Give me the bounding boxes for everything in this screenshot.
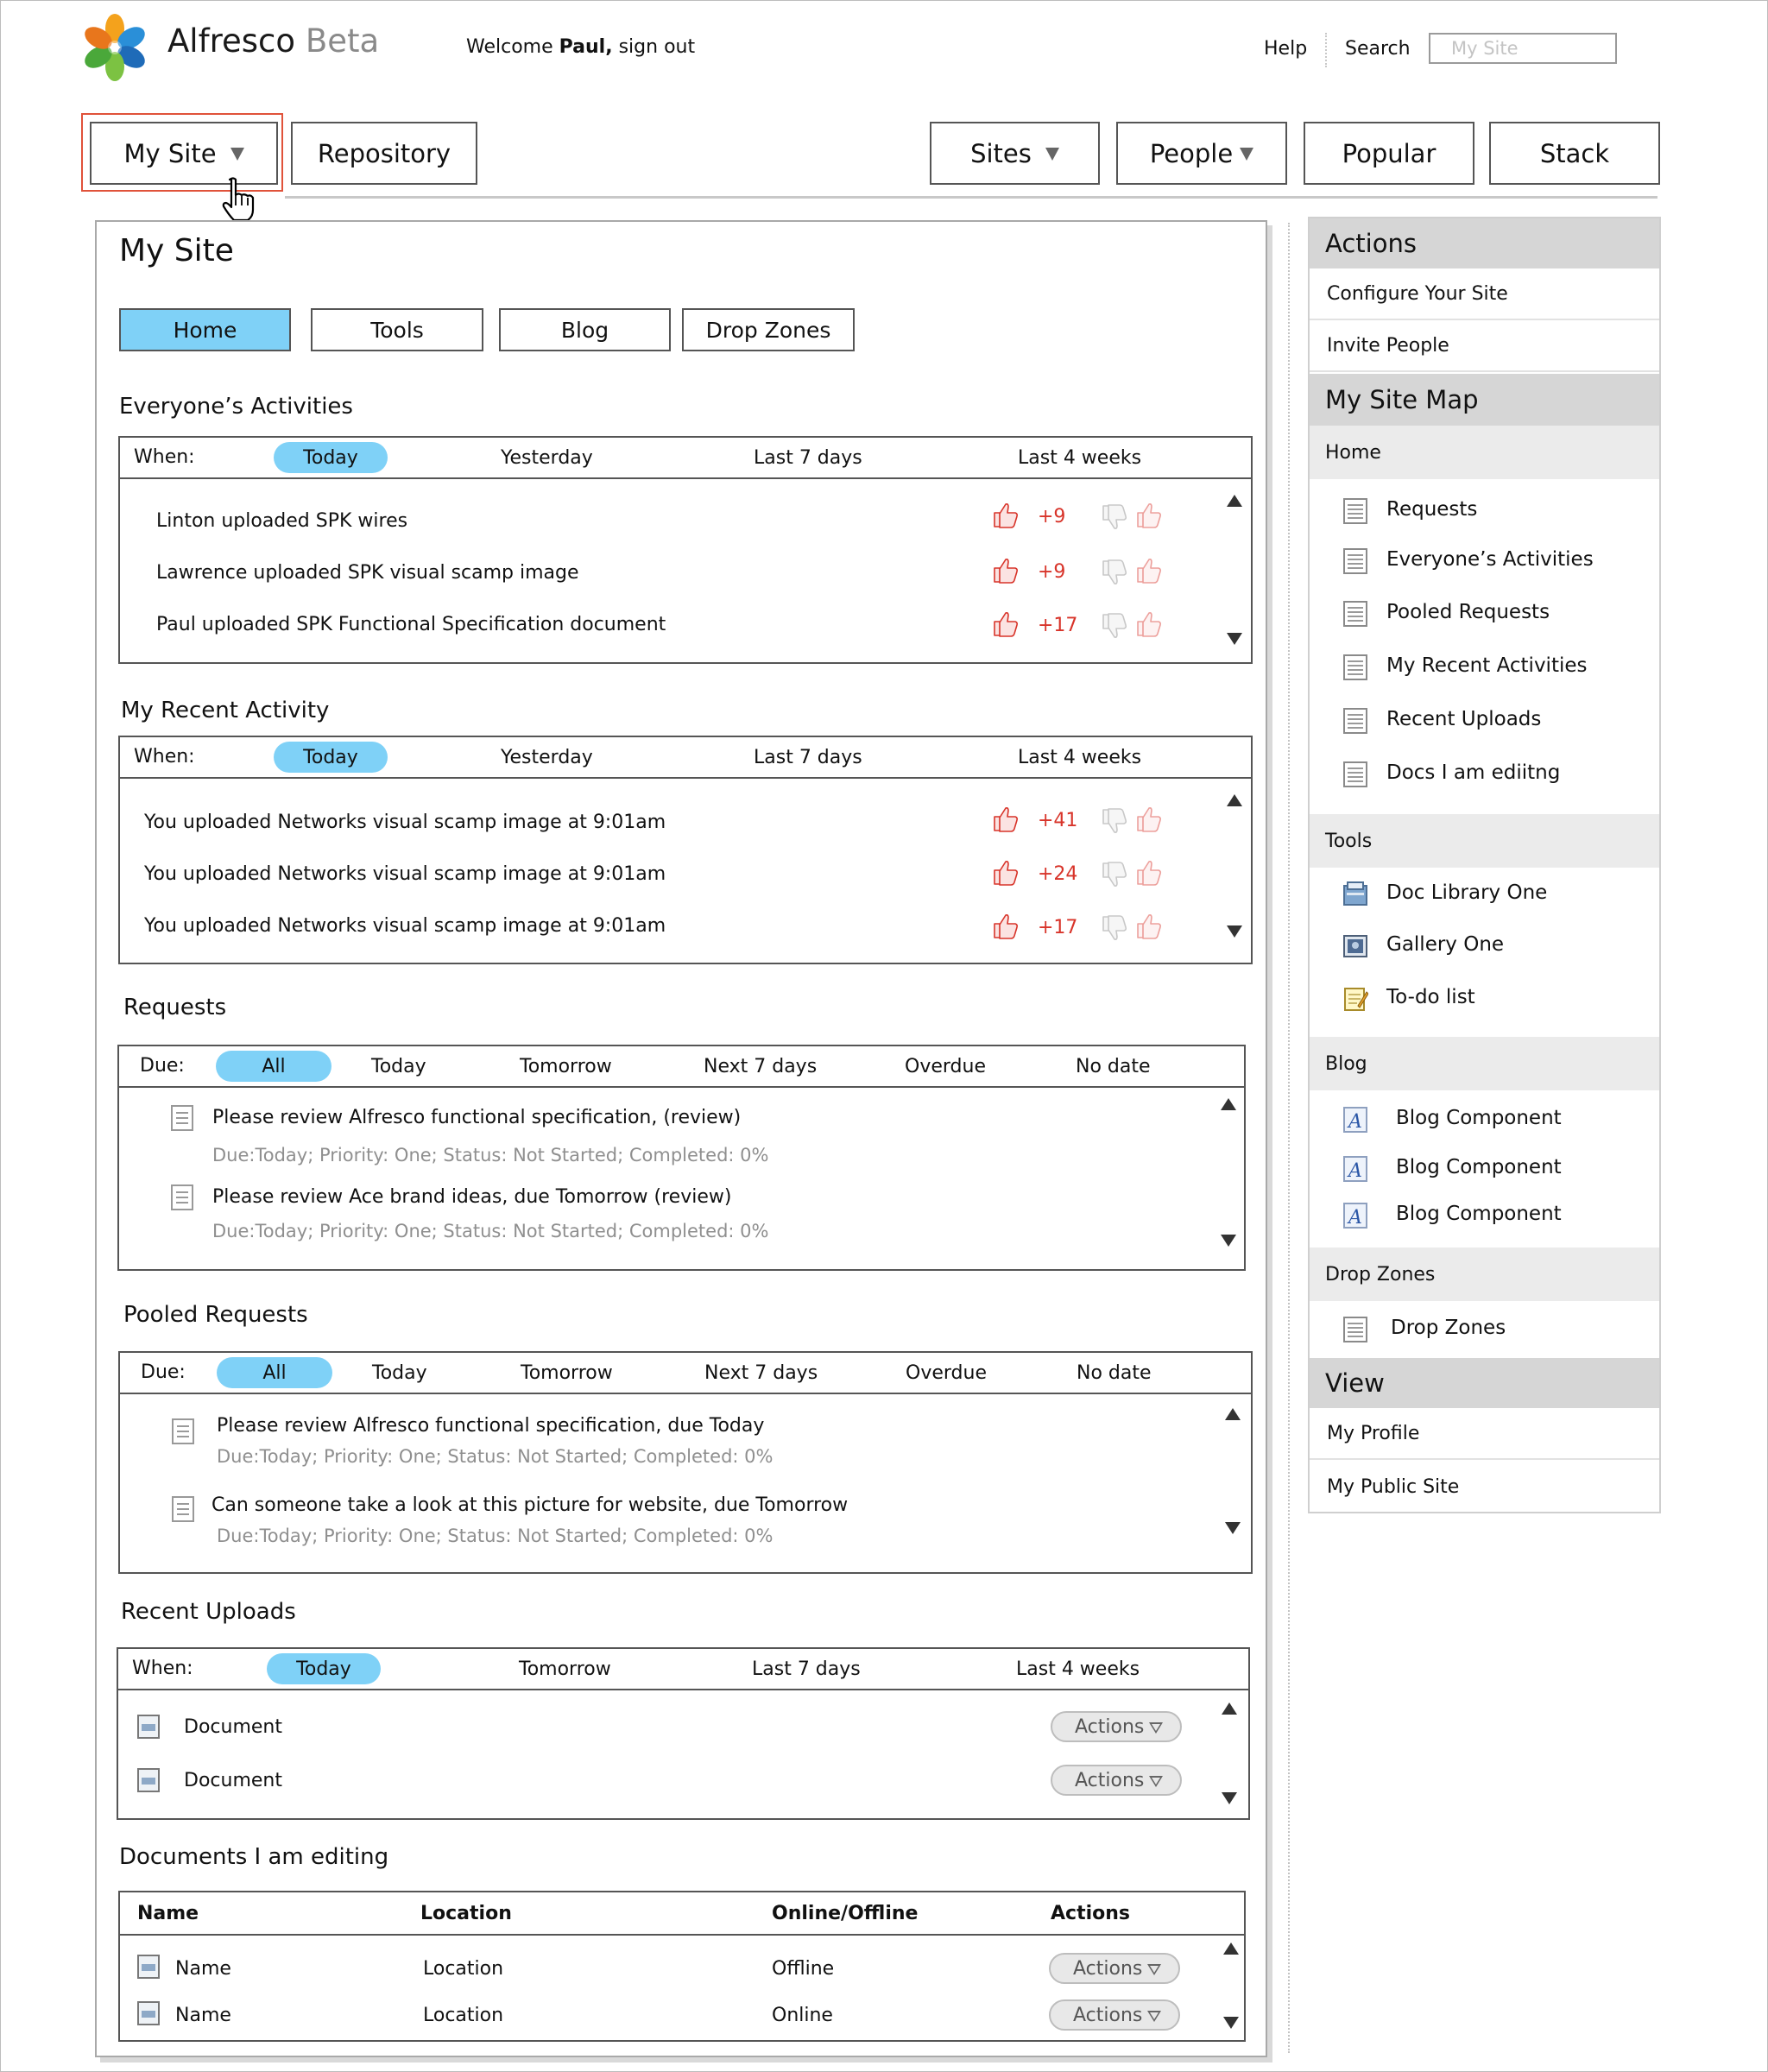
recent-uploads-panel <box>117 1647 1250 1820</box>
document-icon <box>171 1105 193 1131</box>
blog-component-icon <box>1342 1106 1368 1134</box>
requests-title: Requests <box>123 995 227 1020</box>
filter-today[interactable]: Today <box>274 442 388 473</box>
scroll-down-icon[interactable] <box>1222 1792 1237 1804</box>
vote-count: +17 <box>1038 917 1078 938</box>
sidebar-link[interactable]: My Recent Activities <box>1386 654 1588 677</box>
filter-no-date[interactable]: No date <box>1077 1362 1152 1384</box>
chevron-down-icon <box>1240 148 1253 161</box>
filter-next-7-days[interactable]: Next 7 days <box>704 1056 818 1077</box>
scroll-down-icon[interactable] <box>1221 1235 1236 1247</box>
sidebar-link[interactable]: Blog Component <box>1396 1203 1562 1225</box>
sidebar-link[interactable]: To-do list <box>1386 986 1475 1008</box>
chevron-down-icon <box>1149 1722 1163 1734</box>
nav-popular-label: Popular <box>1342 138 1436 168</box>
sidebar-link[interactable]: Recent Uploads <box>1386 708 1542 730</box>
welcome-message <box>466 36 695 58</box>
table-header <box>120 1892 1244 1936</box>
filter-overdue[interactable]: Overdue <box>905 1056 986 1077</box>
nav-people-button[interactable] <box>1116 122 1287 185</box>
request-meta: Due:Today; Priority: One; Status: Not Started; Completed: 0% <box>217 1526 774 1546</box>
help-link[interactable]: Help <box>1264 38 1308 60</box>
scroll-down-icon[interactable] <box>1227 925 1242 938</box>
actions-label: Actions <box>1075 1715 1145 1738</box>
todo-list-icon <box>1342 985 1368 1013</box>
sign-out-link[interactable]: sign out <box>618 36 696 58</box>
sidebar-link[interactable]: Gallery One <box>1386 933 1505 956</box>
page-icon <box>1342 600 1368 628</box>
sidebar-link[interactable]: Requests <box>1386 498 1478 521</box>
tab-blog[interactable]: Blog <box>499 308 671 351</box>
filter-today[interactable]: Today <box>267 1653 381 1684</box>
filter-today[interactable]: Today <box>274 742 388 773</box>
pooled-filter-row <box>120 1353 1251 1394</box>
row-location: Location <box>423 2005 504 2026</box>
nav-repository-label: Repository <box>317 138 451 168</box>
filter-last-7-days[interactable]: Last 7 days <box>752 1658 861 1680</box>
thumbs-up-icon[interactable] <box>991 912 1020 941</box>
doc-library-icon <box>1342 881 1368 908</box>
actions-dropdown[interactable] <box>1051 1765 1182 1796</box>
upload-name[interactable]: Document <box>184 1716 282 1738</box>
request-item[interactable]: Please review Ace brand ideas, due Tomorrow (review) <box>212 1186 732 1208</box>
sidebar-invite-people[interactable]: Invite People <box>1310 320 1659 372</box>
actions-label: Actions <box>1073 2004 1143 2026</box>
thumbs-down-icon[interactable] <box>1100 611 1129 641</box>
thumbs-down-icon[interactable] <box>1100 502 1129 532</box>
welcome-prefix: Welcome <box>466 36 559 58</box>
recent-activity-title: My Recent Activity <box>121 698 330 723</box>
filter-tomorrow[interactable]: Tomorrow <box>519 1658 611 1680</box>
chevron-down-icon <box>1045 148 1059 161</box>
row-status: Online <box>772 2005 833 2026</box>
activity-item: You uploaded Networks visual scamp image at 9:01am <box>144 863 666 885</box>
page-icon <box>1342 497 1368 525</box>
sidebar-drop-zones-group[interactable]: Drop Zones <box>1310 1248 1659 1301</box>
row-name[interactable]: Name <box>175 1958 231 1980</box>
filter-tomorrow[interactable]: Tomorrow <box>520 1056 612 1077</box>
hand-cursor-icon <box>218 176 257 223</box>
sidebar-link[interactable]: Blog Component <box>1396 1107 1562 1129</box>
sidebar-actions-header: Actions <box>1310 218 1659 268</box>
nav-stack-button[interactable] <box>1489 122 1660 185</box>
scroll-up-icon[interactable] <box>1221 1098 1236 1110</box>
tab-drop-zones[interactable]: Drop Zones <box>682 308 855 351</box>
scroll-down-icon[interactable] <box>1225 1522 1241 1534</box>
sidebar-tools-group[interactable]: Tools <box>1310 814 1659 868</box>
when-label: When: <box>132 1658 193 1679</box>
thumbs-up-icon[interactable] <box>1134 858 1164 888</box>
scroll-up-icon[interactable] <box>1223 1942 1239 1955</box>
documents-editing-title: Documents I am editing <box>119 1844 389 1870</box>
app-title <box>167 22 379 60</box>
nav-stack-label: Stack <box>1539 138 1610 168</box>
chevron-down-icon <box>1149 1776 1163 1787</box>
request-item[interactable]: Please review Alfresco functional specification, (review) <box>212 1107 742 1128</box>
documents-editing-table <box>118 1891 1246 2042</box>
actions-dropdown[interactable] <box>1049 1953 1180 1984</box>
thumbs-up-icon[interactable] <box>1134 556 1164 585</box>
everyone-filter-row <box>120 438 1251 479</box>
alfresco-logo-icon <box>79 12 150 83</box>
filter-next-7-days[interactable]: Next 7 days <box>704 1362 818 1384</box>
filter-yesterday[interactable]: Yesterday <box>501 447 593 469</box>
sidebar-view-header: View <box>1310 1358 1659 1408</box>
vote-count: +9 <box>1038 561 1066 583</box>
activity-item: Lawrence uploaded SPK visual scamp image <box>156 562 579 584</box>
search-input[interactable]: My Site <box>1429 33 1617 64</box>
thumbs-up-icon[interactable] <box>991 858 1020 888</box>
row-location: Location <box>423 1958 504 1980</box>
sidebar-site-map-header: My Site Map <box>1310 374 1659 426</box>
vote-count: +24 <box>1038 863 1078 885</box>
when-label: When: <box>134 446 195 468</box>
panel-divider <box>1288 223 1290 2053</box>
activity-item: Paul uploaded SPK Functional Specification document <box>156 614 666 635</box>
file-icon <box>137 2001 160 2025</box>
user-name: Paul, <box>559 36 613 58</box>
chevron-down-icon <box>1147 2011 1161 2022</box>
tab-tools[interactable]: Tools <box>311 308 483 351</box>
filter-today[interactable]: Today <box>372 1362 427 1384</box>
pooled-request-item[interactable]: Can someone take a look at this picture for website, due Tomorrow <box>212 1494 849 1516</box>
filter-all[interactable]: All <box>216 1051 332 1082</box>
request-meta: Due:Today; Priority: One; Status: Not Started; Completed: 0% <box>212 1145 769 1166</box>
thumbs-down-icon[interactable] <box>1100 806 1129 836</box>
blog-component-icon <box>1342 1202 1368 1229</box>
file-icon <box>137 1715 160 1739</box>
nav-divider <box>285 196 1658 199</box>
sidebar-my-public-site[interactable]: My Public Site <box>1327 1475 1460 1498</box>
page-title: My Site <box>119 233 234 268</box>
thumbs-down-icon[interactable] <box>1100 860 1129 889</box>
thumbs-up-icon[interactable] <box>1134 610 1164 639</box>
nav-people-label: People <box>1149 138 1234 168</box>
column-header-location: Location <box>420 1903 512 1924</box>
tab-home[interactable]: Home <box>119 308 291 351</box>
recent-activity-panel <box>118 736 1253 964</box>
activity-item: Linton uploaded SPK wires <box>156 510 408 532</box>
request-meta: Due:Today; Priority: One; Status: Not Started; Completed: 0% <box>217 1446 774 1467</box>
filter-yesterday[interactable]: Yesterday <box>501 747 593 768</box>
filter-overdue[interactable]: Overdue <box>906 1362 987 1384</box>
svg-text:A: A <box>1348 1207 1362 1229</box>
nav-my-site-label: My Site <box>123 138 217 168</box>
thumbs-up-icon[interactable] <box>1134 805 1164 834</box>
actions-dropdown[interactable] <box>1049 1999 1180 2031</box>
filter-today[interactable]: Today <box>371 1056 426 1077</box>
when-label: When: <box>134 746 195 768</box>
page-icon <box>1342 654 1368 681</box>
search-link[interactable]: Search <box>1345 38 1411 60</box>
requests-panel <box>117 1045 1246 1271</box>
filter-all[interactable]: All <box>217 1357 332 1388</box>
header-divider <box>1325 33 1327 67</box>
sidebar-link[interactable]: Doc Library One <box>1386 881 1548 904</box>
blog-component-icon <box>1342 1155 1368 1183</box>
thumbs-down-icon[interactable] <box>1100 913 1129 943</box>
page-icon <box>1342 761 1368 788</box>
thumbs-up-icon[interactable] <box>991 805 1020 834</box>
sidebar-my-profile[interactable]: My Profile <box>1310 1408 1659 1460</box>
row-name[interactable]: Name <box>175 2005 231 2026</box>
actions-label: Actions <box>1075 1769 1145 1791</box>
pooled-request-item[interactable]: Please review Alfresco functional specification, due Today <box>217 1415 765 1437</box>
logo-name: Alfresco <box>167 22 296 60</box>
logo-suffix: Beta <box>305 22 380 60</box>
filter-last-7-days[interactable]: Last 7 days <box>754 447 862 469</box>
column-header-actions: Actions <box>1051 1903 1130 1924</box>
filter-last-4-weeks[interactable]: Last 4 weeks <box>1018 747 1142 768</box>
filter-tomorrow[interactable]: Tomorrow <box>521 1362 613 1384</box>
sidebar-link[interactable]: Blog Component <box>1396 1156 1562 1178</box>
thumbs-up-icon[interactable] <box>991 556 1020 585</box>
thumbs-up-icon[interactable] <box>991 610 1020 639</box>
sidebar-link[interactable]: Drop Zones <box>1391 1317 1506 1339</box>
file-icon <box>137 1955 160 1979</box>
recent-uploads-title: Recent Uploads <box>121 1599 296 1625</box>
document-icon <box>171 1184 193 1210</box>
filter-no-date[interactable]: No date <box>1076 1056 1151 1077</box>
sidebar-link[interactable]: Everyone’s Activities <box>1386 548 1594 571</box>
column-header-online-offline: Online/Offline <box>772 1903 919 1924</box>
activity-item: You uploaded Networks visual scamp image at 9:01am <box>144 915 666 937</box>
nav-popular-button[interactable] <box>1304 122 1474 185</box>
sidebar-blog-group[interactable]: Blog <box>1310 1037 1659 1090</box>
filter-last-4-weeks[interactable]: Last 4 weeks <box>1016 1658 1140 1680</box>
row-status: Offline <box>772 1958 835 1980</box>
column-header-name: Name <box>137 1903 199 1924</box>
nav-repository-button[interactable] <box>291 122 477 185</box>
vote-count: +17 <box>1038 615 1078 636</box>
nav-sites-button[interactable] <box>930 122 1100 185</box>
page-icon <box>1342 547 1368 575</box>
filter-last-7-days[interactable]: Last 7 days <box>754 747 862 768</box>
everyone-activities-title: Everyone’s Activities <box>119 394 353 420</box>
upload-name[interactable]: Document <box>184 1770 282 1791</box>
actions-label: Actions <box>1073 1957 1143 1980</box>
activity-item: You uploaded Networks visual scamp image at 9:01am <box>144 812 666 833</box>
vote-count: +9 <box>1038 506 1066 527</box>
sidebar-link[interactable]: Docs I am ediitng <box>1386 761 1561 784</box>
vote-count: +41 <box>1038 810 1078 831</box>
requests-filter-row <box>119 1046 1244 1088</box>
request-meta: Due:Today; Priority: One; Status: Not Started; Completed: 0% <box>212 1221 769 1241</box>
scroll-down-icon[interactable] <box>1223 2017 1239 2029</box>
page-icon <box>1342 1316 1368 1343</box>
document-icon <box>172 1418 194 1444</box>
pooled-requests-title: Pooled Requests <box>123 1302 308 1328</box>
due-label: Due: <box>141 1361 186 1383</box>
svg-text:A: A <box>1348 1160 1362 1182</box>
actions-dropdown[interactable] <box>1051 1711 1182 1742</box>
sidebar-link[interactable]: Pooled Requests <box>1386 601 1550 623</box>
filter-last-4-weeks[interactable]: Last 4 weeks <box>1018 447 1142 469</box>
recent-filter-row <box>120 737 1251 779</box>
scroll-up-icon[interactable] <box>1227 495 1242 507</box>
page-icon <box>1342 707 1368 735</box>
uploads-filter-row <box>118 1649 1248 1690</box>
thumbs-up-icon[interactable] <box>1134 912 1164 941</box>
document-icon <box>172 1496 194 1522</box>
file-icon <box>137 1768 160 1792</box>
nav-sites-label: Sites <box>970 138 1032 168</box>
svg-text:A: A <box>1348 1111 1362 1133</box>
due-label: Due: <box>140 1055 185 1077</box>
thumbs-down-icon[interactable] <box>1100 558 1129 587</box>
thumbs-up-icon[interactable] <box>1134 501 1164 530</box>
gallery-icon <box>1342 932 1368 960</box>
chevron-down-icon <box>1147 1964 1161 1975</box>
scroll-up-icon[interactable] <box>1225 1408 1241 1420</box>
pooled-requests-panel <box>118 1351 1253 1574</box>
thumbs-up-icon[interactable] <box>991 501 1020 530</box>
scroll-up-icon[interactable] <box>1227 794 1242 806</box>
sidebar-home-group[interactable]: Home <box>1310 426 1659 479</box>
everyone-activities-panel <box>118 436 1253 664</box>
sidebar-configure-site[interactable]: Configure Your Site <box>1310 268 1659 320</box>
scroll-down-icon[interactable] <box>1227 633 1242 645</box>
scroll-up-icon[interactable] <box>1222 1702 1237 1715</box>
